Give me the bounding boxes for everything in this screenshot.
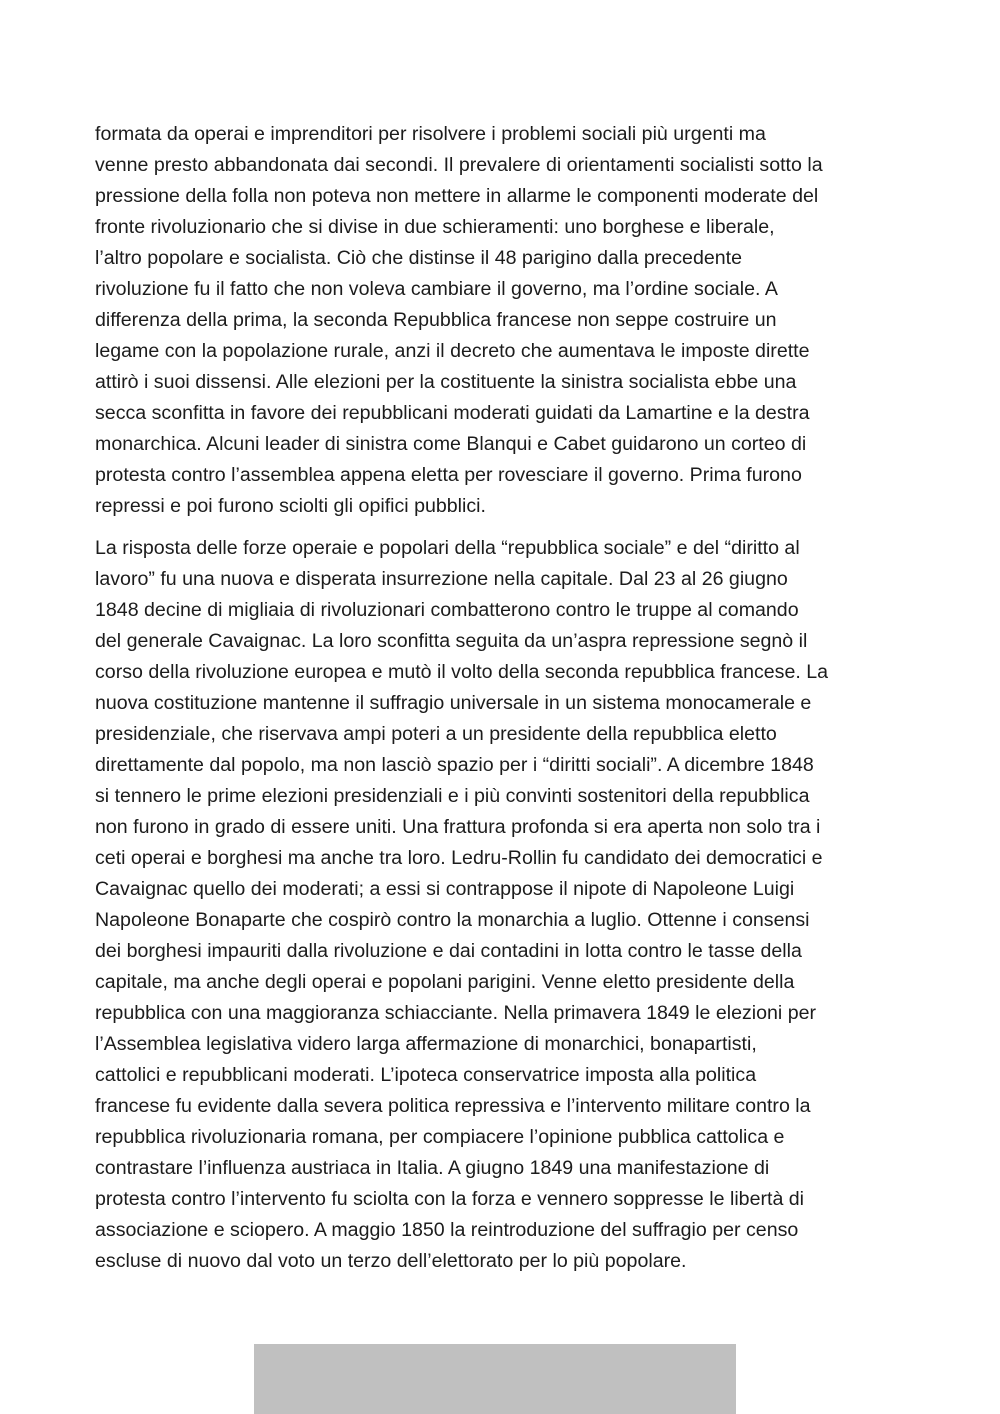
text-line: dei borghesi impauriti dalla rivoluzione e dai contadini in lotta contro le tasse della bbox=[95, 940, 802, 962]
text-line: presidenziale, che riservava ampi poteri a un presidente della repubblica eletto bbox=[95, 723, 777, 745]
paragraph-2 bbox=[95, 533, 907, 1277]
text-line: repubblica con una maggioranza schiacciante. Nella primavera 1849 le elezioni per bbox=[95, 1002, 817, 1024]
text-line: repubblica rivoluzionaria romana, per compiacere l’opinione pubblica cattolica e bbox=[95, 1126, 785, 1148]
text-line: 1848 decine di migliaia di rivoluzionari combatterono contro le truppe al comando bbox=[95, 599, 799, 621]
text-line: legame con la popolazione rurale, anzi il decreto che aumentava le imposte dirette bbox=[95, 340, 810, 362]
text-line: rivoluzione fu il fatto che non voleva cambiare il governo, ma l’ordine sociale. A bbox=[95, 278, 778, 300]
text-line: francese fu evidente dalla severa politica repressiva e l’intervento militare contro la bbox=[95, 1095, 811, 1117]
text-line: protesta contro l’intervento fu sciolta con la forza e vennero soppresse le libertà di bbox=[95, 1188, 805, 1210]
text-line: attirò i suoi dissensi. Alle elezioni per la costituente la sinistra socialista ebbe una bbox=[95, 371, 797, 393]
text-line: cattolici e repubblicani moderati. L’ipoteca conservatrice imposta alla politica bbox=[95, 1064, 757, 1086]
text-line: Cavaignac quello dei moderati; a essi si contrappose il nipote di Napoleone Luigi bbox=[95, 878, 795, 900]
text-line: non furono in grado di essere uniti. Una frattura profonda si era aperta non solo tra i bbox=[95, 816, 821, 838]
text-line: direttamente dal popolo, ma non lasciò spazio per i “diritti sociali”. A dicembre 1848 bbox=[95, 754, 814, 776]
text-line: del generale Cavaignac. La loro sconfitta seguita da un’aspra repressione segnò il bbox=[95, 630, 808, 652]
text-line: differenza della prima, la seconda Repubblica francese non seppe costruire un bbox=[95, 309, 777, 331]
text-line: escluse di nuovo dal voto un terzo dell’elettorato per lo più popolare. bbox=[95, 1250, 687, 1272]
text-line: contrastare l’influenza austriaca in Italia. A giugno 1849 una manifestazione di bbox=[95, 1157, 770, 1179]
footer-placeholder-bar bbox=[254, 1344, 736, 1414]
text-line: l’Assemblea legislativa videro larga affermazione di monarchici, bonapartisti, bbox=[95, 1033, 757, 1055]
text-line: secca sconfitta in favore dei repubblicani moderati guidati da Lamartine e la destra bbox=[95, 402, 810, 424]
text-line: protesta contro l’assemblea appena eletta per rovesciare il governo. Prima furono bbox=[95, 464, 802, 486]
text-line: fronte rivoluzionario che si divise in due schieramenti: uno borghese e liberale, bbox=[95, 216, 775, 238]
text-line: repressi e poi furono sciolti gli opifici pubblici. bbox=[95, 495, 486, 517]
text-line: venne presto abbandonata dai secondi. Il prevalere di orientamenti socialisti sotto la bbox=[95, 154, 823, 176]
text-line: si tennero le prime elezioni presidenziali e i più convinti sostenitori della repubblica bbox=[95, 785, 810, 807]
text-line: capitale, ma anche degli operai e popolani parigini. Venne eletto presidente della bbox=[95, 971, 795, 993]
text-line: nuova costituzione mantenne il suffragio universale in un sistema monocamerale e bbox=[95, 692, 812, 714]
text-line: corso della rivoluzione europea e mutò il volto della seconda repubblica francese. La bbox=[95, 661, 829, 683]
text-line: Napoleone Bonaparte che cospirò contro la monarchia a luglio. Ottenne i consensi bbox=[95, 909, 810, 931]
text-line: monarchica. Alcuni leader di sinistra come Blanqui e Cabet guidarono un corteo di bbox=[95, 433, 807, 455]
text-line: ceti operai e borghesi ma anche tra loro. Ledru-Rollin fu candidato dei democratici e bbox=[95, 847, 823, 869]
text-line: formata da operai e imprenditori per risolvere i problemi sociali più urgenti ma bbox=[95, 123, 766, 145]
document-body bbox=[95, 119, 907, 1277]
text-line: associazione e sciopero. A maggio 1850 la reintroduzione del suffragio per censo bbox=[95, 1219, 799, 1241]
text-line: l’altro popolare e socialista. Ciò che distinse il 48 parigino dalla precedente bbox=[95, 247, 742, 269]
text-line: pressione della folla non poteva non mettere in allarme le componenti moderate del bbox=[95, 185, 819, 207]
paragraph-1 bbox=[95, 119, 907, 522]
text-line: lavoro” fu una nuova e disperata insurrezione nella capitale. Dal 23 al 26 giugno bbox=[95, 568, 788, 590]
text-line: La risposta delle forze operaie e popolari della “repubblica sociale” e del “diritto al bbox=[95, 537, 800, 559]
